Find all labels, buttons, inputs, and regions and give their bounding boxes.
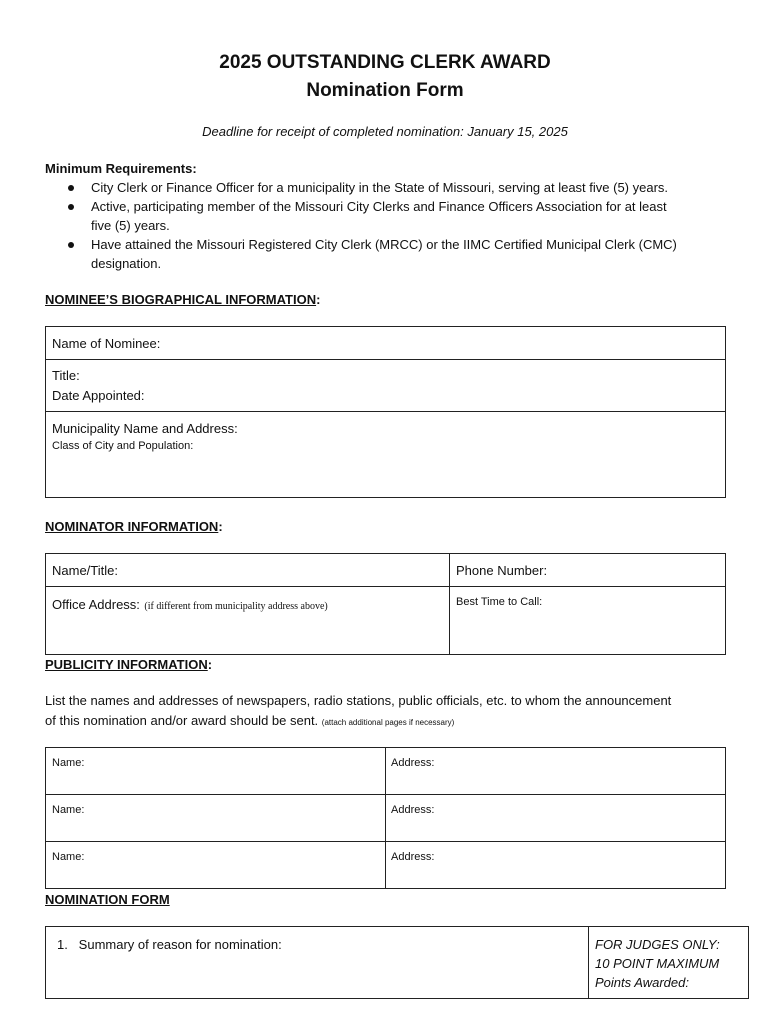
publicity-address-field[interactable]: Address:	[391, 757, 435, 769]
publicity-address-field[interactable]: Address:	[391, 804, 435, 816]
nominee-name-field[interactable]: Name of Nominee:	[52, 336, 161, 351]
divider	[385, 747, 386, 889]
municipality-field[interactable]: Municipality Name and Address:	[52, 421, 238, 436]
form-title: 2025 OUTSTANDING CLERK AWARD	[219, 52, 551, 73]
requirement-item	[0, 235, 770, 275]
nominee-heading: NOMINEE’S BIOGRAPHICAL INFORMATION:	[45, 292, 321, 307]
requirement-text: Have attained the Missouri Registered City Clerk (MRCC) or the IIMC Certified Municipal Clerk (CMC)	[91, 237, 677, 252]
publicity-heading: PUBLICITY INFORMATION:	[45, 657, 213, 672]
nominee-table	[45, 326, 726, 498]
divider	[45, 411, 726, 412]
class-population-field[interactable]: Class of City and Population:	[52, 440, 194, 452]
points-awarded-field[interactable]: Points Awarded:	[595, 975, 689, 990]
requirement-text: five (5) years.	[91, 218, 170, 233]
publicity-name-field[interactable]: Name:	[52, 804, 85, 816]
requirement-text: Active, participating member of the Missouri City Clerks and Finance Officers Association for at least	[91, 199, 667, 214]
divider	[449, 553, 450, 655]
office-address-field[interactable]: Office Address: (if different from municipality address above)	[52, 597, 328, 612]
nominator-heading: NOMINATOR INFORMATION:	[45, 519, 223, 534]
divider	[45, 359, 726, 360]
form-subtitle: Nomination Form	[306, 80, 464, 101]
requirement-text: City Clerk or Finance Officer for a municipality in the State of Missouri, serving at least five (5) years.	[91, 180, 669, 195]
nominator-name-field[interactable]: Name/Title:	[52, 563, 118, 578]
summary-reason-field[interactable]: 1. Summary of reason for nomination:	[57, 937, 282, 952]
bullet-icon	[68, 204, 74, 210]
point-maximum-label: 10 POINT MAXIMUM	[595, 956, 720, 971]
requirements-heading: Minimum Requirements:	[45, 161, 197, 176]
bullet-icon	[68, 185, 74, 191]
publicity-name-field[interactable]: Name:	[52, 851, 85, 863]
deadline-text: Deadline for receipt of completed nomination: January 15, 2025	[202, 124, 568, 139]
divider	[588, 926, 589, 999]
divider	[45, 586, 726, 587]
best-time-field[interactable]: Best Time to Call:	[456, 596, 543, 608]
publicity-address-field[interactable]: Address:	[391, 851, 435, 863]
publicity-name-field[interactable]: Name:	[52, 757, 85, 769]
publicity-instructions: List the names and addresses of newspapers, radio stations, public officials, etc. to whom the announcement	[45, 693, 672, 708]
bullet-icon	[68, 242, 74, 248]
nominee-title-field[interactable]: Title:	[52, 368, 80, 383]
requirement-item	[0, 178, 770, 198]
publicity-instructions: of this nomination and/or award should be sent. (attach additional pages if necessary)	[45, 713, 455, 728]
requirement-text: designation.	[91, 256, 162, 271]
date-appointed-field[interactable]: Date Appointed:	[52, 388, 145, 403]
judges-only-label: FOR JUDGES ONLY:	[595, 937, 720, 952]
nomination-heading: NOMINATION FORM	[45, 892, 170, 907]
phone-number-field[interactable]: Phone Number:	[456, 563, 548, 578]
requirement-item	[0, 197, 770, 237]
